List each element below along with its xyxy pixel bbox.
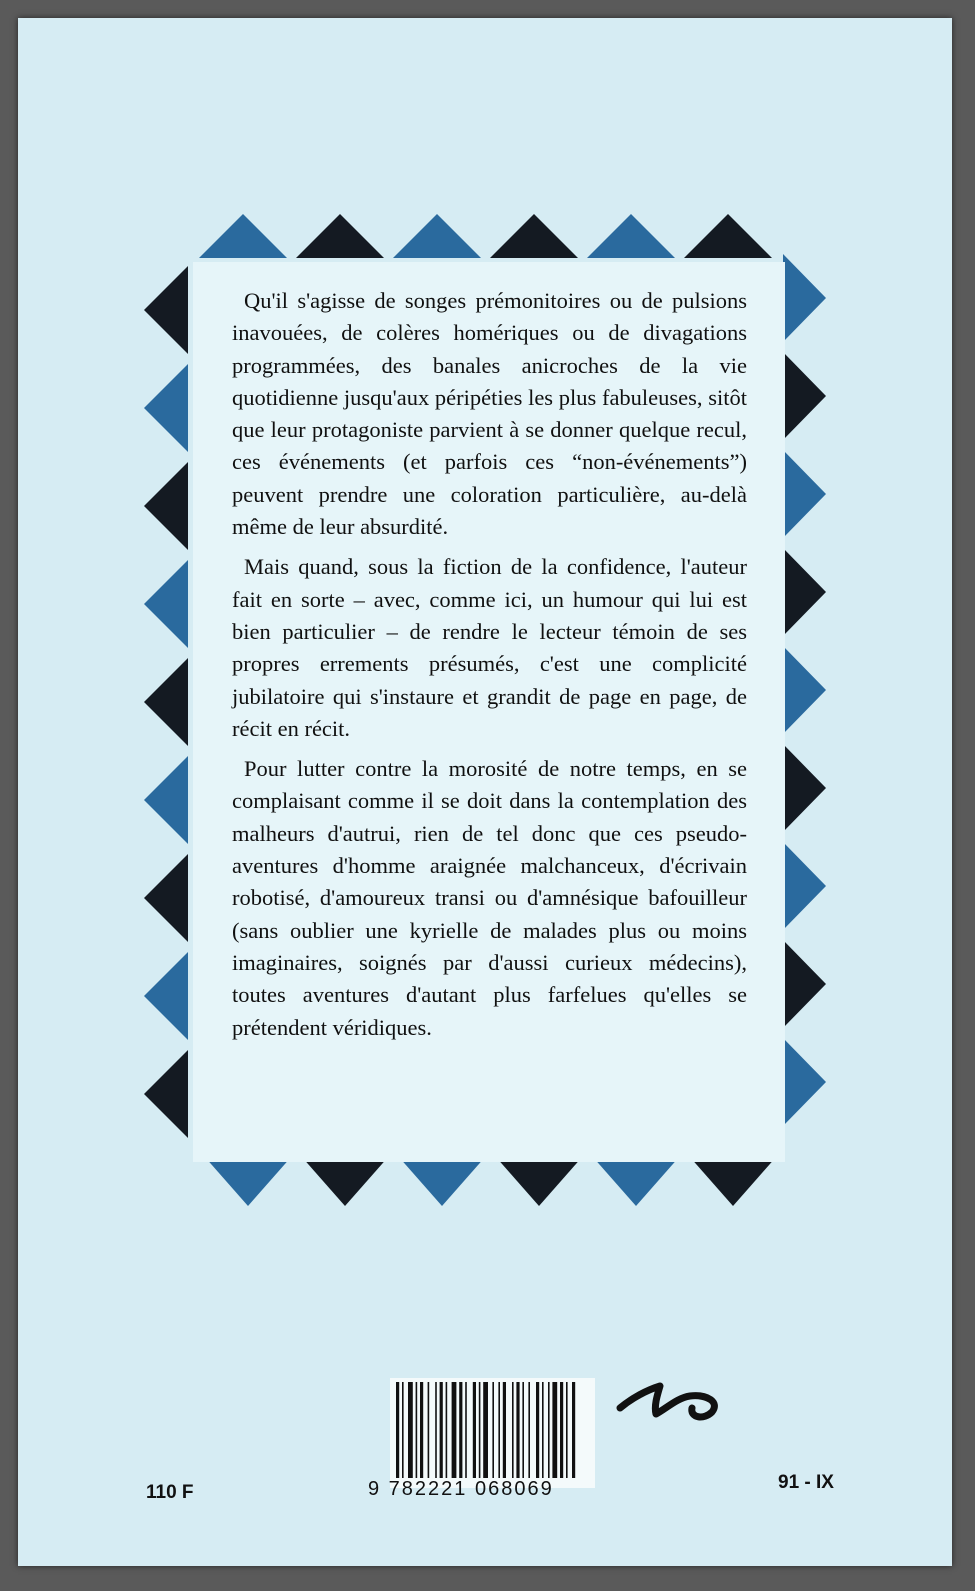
price-label: 110 F <box>146 1482 194 1503</box>
barcode-bar <box>483 1382 488 1478</box>
top-triangle <box>587 214 675 258</box>
top-triangle <box>490 214 578 258</box>
right-triangle <box>783 352 826 440</box>
right-triangle <box>783 940 826 1028</box>
top-triangle <box>296 214 384 258</box>
right-triangle <box>783 646 826 734</box>
barcode-bar <box>396 1382 399 1478</box>
top-triangle <box>684 214 772 258</box>
bottom-triangle <box>592 1156 680 1206</box>
barcode-bar <box>516 1382 519 1478</box>
barcode-bar <box>420 1382 423 1478</box>
barcode-bar <box>536 1382 539 1478</box>
right-triangle <box>783 450 826 538</box>
barcode-bar <box>542 1382 544 1478</box>
barcode-bar <box>459 1382 462 1478</box>
barcode-bar <box>428 1382 430 1478</box>
right-triangle <box>783 548 826 636</box>
bottom-triangle <box>398 1156 486 1206</box>
book-back-cover <box>18 18 952 1566</box>
top-triangle <box>199 214 287 258</box>
barcode-bar <box>473 1382 476 1478</box>
right-triangle <box>783 842 826 930</box>
bottom-triangle <box>689 1156 777 1206</box>
barcode-bar <box>402 1382 404 1478</box>
blurb-paragraph-1: Qu'il s'agisse de songes prémonitoires ou de pulsions inavouées, de colères homériques ou de divagations programmées, des banales anicroches de la vie quotidienne jusqu'aux péripéties les plus fabuleuses, sitôt que leur protagoniste parvient à se donner quelque recul, ces événements (et parfois ces “non-événements”) peuvent prendre une coloration particulière, au-delà même de leur absurdité. <box>232 288 747 540</box>
barcode-bar <box>416 1382 418 1478</box>
series-code: 91 - IX <box>778 1472 834 1493</box>
barcode-bar <box>446 1382 448 1478</box>
barcode-bar <box>435 1382 437 1478</box>
barcode-bar <box>479 1382 481 1478</box>
barcode-bar <box>452 1382 457 1478</box>
barcode-bar <box>408 1382 413 1478</box>
right-triangle <box>783 1038 826 1126</box>
barcode-bar <box>560 1382 563 1478</box>
right-triangle <box>783 254 826 342</box>
left-triangle <box>144 364 188 452</box>
left-triangle <box>144 658 188 746</box>
left-triangle <box>144 854 188 942</box>
barcode-bar <box>572 1382 575 1478</box>
left-triangle <box>144 1050 188 1138</box>
left-triangle <box>144 266 188 354</box>
barcode-bar <box>552 1382 557 1478</box>
bottom-triangle <box>204 1156 292 1206</box>
right-triangle <box>783 744 826 832</box>
left-triangle <box>144 952 188 1040</box>
barcode-bar <box>522 1382 524 1478</box>
blurb-text <box>232 285 747 1052</box>
blurb-paragraph-3: Pour lutter contre la morosité de notre temps, en se complaisant comme il se doit dans la contemplation des malheurs d'autrui, rien de tel donc que ces pseudo-aventures d'homme araignée malchanceux, d'écrivain robotisé, d'amoureux transi ou d'amnésique bafouilleur (sans oublier une kyrielle de malades plus ou moins imaginaires, soignés par d'aussi curieux médecins), toutes aventures d'autant plus farfelues qu'elles se prétendent véridiques. <box>232 756 747 1040</box>
isbn-digits: 9 782221 068069 <box>368 1478 554 1500</box>
bottom-triangle <box>301 1156 389 1206</box>
left-triangle <box>144 462 188 550</box>
barcode-bar <box>503 1382 506 1478</box>
isbn-barcode <box>390 1378 595 1488</box>
left-triangle <box>144 756 188 844</box>
barcode-bar <box>465 1382 467 1478</box>
barcode-bar <box>492 1382 494 1478</box>
left-triangle <box>144 560 188 648</box>
barcode-bar <box>566 1382 568 1478</box>
bottom-triangle <box>495 1156 583 1206</box>
blurb-paragraph-2: Mais quand, sous la fiction de la confidence, l'auteur fait en sorte – avec, comme ici, un humour qui lui est bien particulier – de rendre le lecteur témoin de ses propres errements présumés, c'est une complicité jubilatoire qui s'instaure et grandit de page en page, de récit en récit. <box>232 554 747 741</box>
top-triangle <box>393 214 481 258</box>
barcode-bar <box>528 1382 530 1478</box>
handwritten-mark <box>612 1368 732 1428</box>
barcode-bar <box>440 1382 443 1478</box>
barcode-bar <box>512 1382 514 1478</box>
barcode-bar <box>548 1382 550 1478</box>
barcode-bar <box>498 1382 500 1478</box>
